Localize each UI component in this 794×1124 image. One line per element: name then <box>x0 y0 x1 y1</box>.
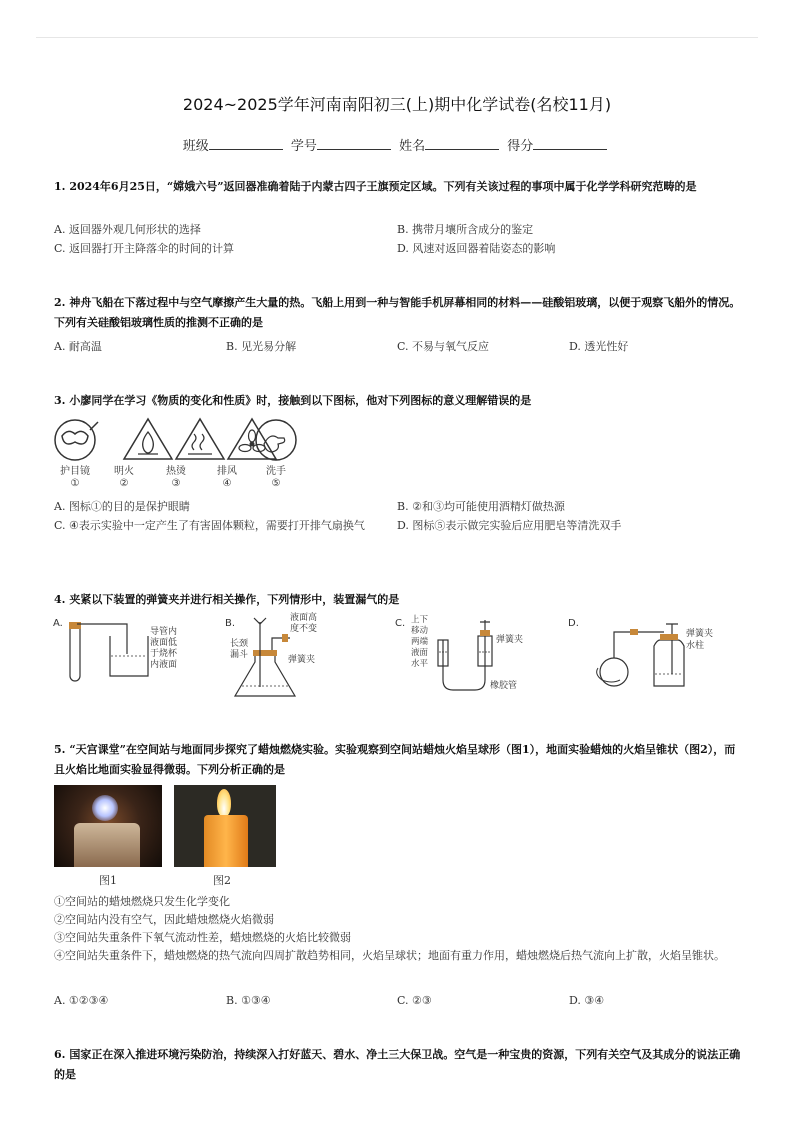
q3-icon-label-5: 洗手 <box>266 466 286 477</box>
q1-option-a[interactable]: A. 返回器外观几何形状的选择 <box>54 223 201 236</box>
goggles-icon <box>55 420 98 460</box>
name-label: 姓名 <box>399 139 426 154</box>
q1-option-d[interactable]: D. 风速对返回器着陆姿态的影响 <box>397 242 556 255</box>
score-label: 得分 <box>507 139 534 154</box>
q4-c-left-5: 水平 <box>411 659 429 669</box>
id-label: 学号 <box>290 139 317 154</box>
top-divider <box>36 37 758 38</box>
q5-option-c[interactable]: C. ②③ <box>397 994 432 1007</box>
q3-icon-label-2: 明火 <box>114 466 134 477</box>
q3-option-c[interactable]: C. ④表示实验中一定产生了有害固体颗粒，需要打开排气扇换气 <box>54 519 365 532</box>
q4-b-left-2: 漏斗 <box>230 650 249 660</box>
q4-label-c: C. <box>395 618 406 629</box>
figure-1-caption: 图1 <box>99 874 117 887</box>
q3-icon-label-3: 热烫 <box>166 466 186 477</box>
q2-option-a[interactable]: A. 耐高温 <box>54 340 102 353</box>
fan-icon <box>228 419 276 459</box>
q4-b-left-1: 长颈 <box>230 639 249 649</box>
q4-a-note-2: 液面低 <box>150 638 178 648</box>
q3-option-b[interactable]: B. ②和③均可能使用酒精灯做热源 <box>397 500 565 513</box>
q3-option-a[interactable]: A. 图标①的目的是保护眼睛 <box>54 500 190 513</box>
q2-option-d[interactable]: D. 透光性好 <box>569 340 629 353</box>
q5-option-d[interactable]: D. ③④ <box>569 994 605 1007</box>
figure-1-candle-photo <box>54 785 162 867</box>
q4-label-d: D. <box>568 618 579 629</box>
figure-2-caption: 图2 <box>213 874 231 887</box>
q4-d-col: 水柱 <box>686 641 705 651</box>
q4-b-clip: 弹簧夹 <box>288 655 316 665</box>
q4-c-tube: 橡胶管 <box>490 681 518 691</box>
q5-option-a[interactable]: A. ①②③④ <box>54 994 109 1007</box>
q4-b-top-1: 液面高 <box>290 613 318 623</box>
q5-option-b[interactable]: B. ①③④ <box>226 994 271 1007</box>
class-label: 班级 <box>182 139 209 154</box>
q5-statement-3: ③空间站失重条件下氧气流动性差，蜡烛燃烧的火焰比较微弱 <box>54 931 351 944</box>
q4-c-clip: 弹簧夹 <box>496 635 524 645</box>
q3-option-d[interactable]: D. 图标⑤表示做完实验后应用肥皂等清洗双手 <box>397 519 622 532</box>
q3-icon-label-4: 排风 <box>217 466 237 477</box>
q2-option-c[interactable]: C. 不易与氧气反应 <box>397 340 490 353</box>
class-blank[interactable] <box>209 137 283 150</box>
flame-icon <box>124 419 172 459</box>
q4-label-a: A. <box>53 618 63 629</box>
q1-option-c[interactable]: C. 返回器打开主降落伞的时间的计算 <box>54 242 235 255</box>
question-5-stem: 5. “天宫课堂”在空间站与地面同步探究了蜡烛燃烧实验。实验观察到空间站蜡烛火焰呈球形（图1），地面实验蜡烛的火焰呈锥状（图2），而且火焰比地面实验显得微弱。下列分析正确的是 <box>54 743 736 776</box>
q3-icon-num-4: ④ <box>222 478 232 489</box>
q3-icon-num-3: ③ <box>171 478 181 489</box>
q4-d-clip: 弹簧夹 <box>686 629 714 639</box>
q3-icon-num-2: ② <box>119 478 129 489</box>
q5-statement-1: ①空间站的蜡烛燃烧只发生化学变化 <box>54 895 230 908</box>
q2-option-b[interactable]: B. 见光易分解 <box>226 340 297 353</box>
q3-icon-label-1: 护目镜 <box>60 466 90 477</box>
q4-b-top-2: 度不变 <box>290 624 318 634</box>
q4-a-note-3: 于烧杯 <box>150 649 178 659</box>
q5-statement-4: ④空间站失重条件下，蜡烛燃烧的热气流向四周扩散趋势相同，火焰呈球状；地面有重力作用，蜡烛燃烧后热气流向上扩散，火焰呈锥状。 <box>54 949 725 962</box>
student-info-line <box>0 135 794 154</box>
question-6-stem: 6. 国家正在深入推进环境污染防治，持续深入打好蓝天、碧水、净土三大保卫战。空气是一种宝贵的资源，下列有关空气及其成分的说法正确的是 <box>54 1048 741 1081</box>
q4-c-left-2: 移动 <box>411 626 429 636</box>
id-blank[interactable] <box>317 137 391 150</box>
q4-c-left-1: 上下 <box>411 615 429 625</box>
score-blank[interactable] <box>533 137 607 150</box>
bottle-apparatus-d <box>597 624 684 686</box>
q3-icon-num-5: ⑤ <box>271 478 281 489</box>
q1-option-b[interactable]: B. 携带月壤所含成分的鉴定 <box>397 223 534 236</box>
name-blank[interactable] <box>425 137 499 150</box>
q4-label-b: B. <box>225 618 236 629</box>
q4-apparatus-figure <box>50 612 750 700</box>
question-2-stem: 2. 神舟飞船在下落过程中与空气摩擦产生大量的热。飞船上用到一种与智能手机屏幕相同的材料——硅酸铝玻璃，以便于观察飞船外的情况。下列有关硅酸铝玻璃性质的推测不正确的是 <box>54 296 741 329</box>
q4-a-note-1: 导管内 <box>150 627 178 637</box>
u-tube-apparatus-c <box>438 620 492 690</box>
q3-icon-num-1: ① <box>70 478 80 489</box>
question-1-stem: 1. 2024年6月25日，“嫦娥六号”返回器准确着陆于内蒙古四子王旗预定区域。下列有关该过程的事项中属于化学学科研究范畴的是 <box>54 180 697 193</box>
q5-statement-2: ②空间站内没有空气，因此蜡烛燃烧火焰微弱 <box>54 913 274 926</box>
test-tube-apparatus-a <box>69 622 148 681</box>
question-3-stem: 3. 小廖同学在学习《物质的变化和性质》时，接触到以下图标，他对下列图标的意义理解错误的是 <box>54 394 532 407</box>
q4-c-left-3: 两端 <box>411 637 429 647</box>
page-title: 2024~2025学年河南南阳初三(上)期中化学试卷(名校11月) <box>182 95 612 114</box>
q4-c-left-4: 液面 <box>411 648 429 658</box>
question-4-stem: 4. 夹紧以下装置的弹簧夹并进行相关操作，下列情形中，装置漏气的是 <box>54 593 400 606</box>
figure-2-candle-photo <box>174 785 276 867</box>
wash-hands-icon <box>256 420 296 460</box>
hot-surface-icon <box>176 419 224 459</box>
q4-a-note-4: 内液面 <box>150 660 178 670</box>
